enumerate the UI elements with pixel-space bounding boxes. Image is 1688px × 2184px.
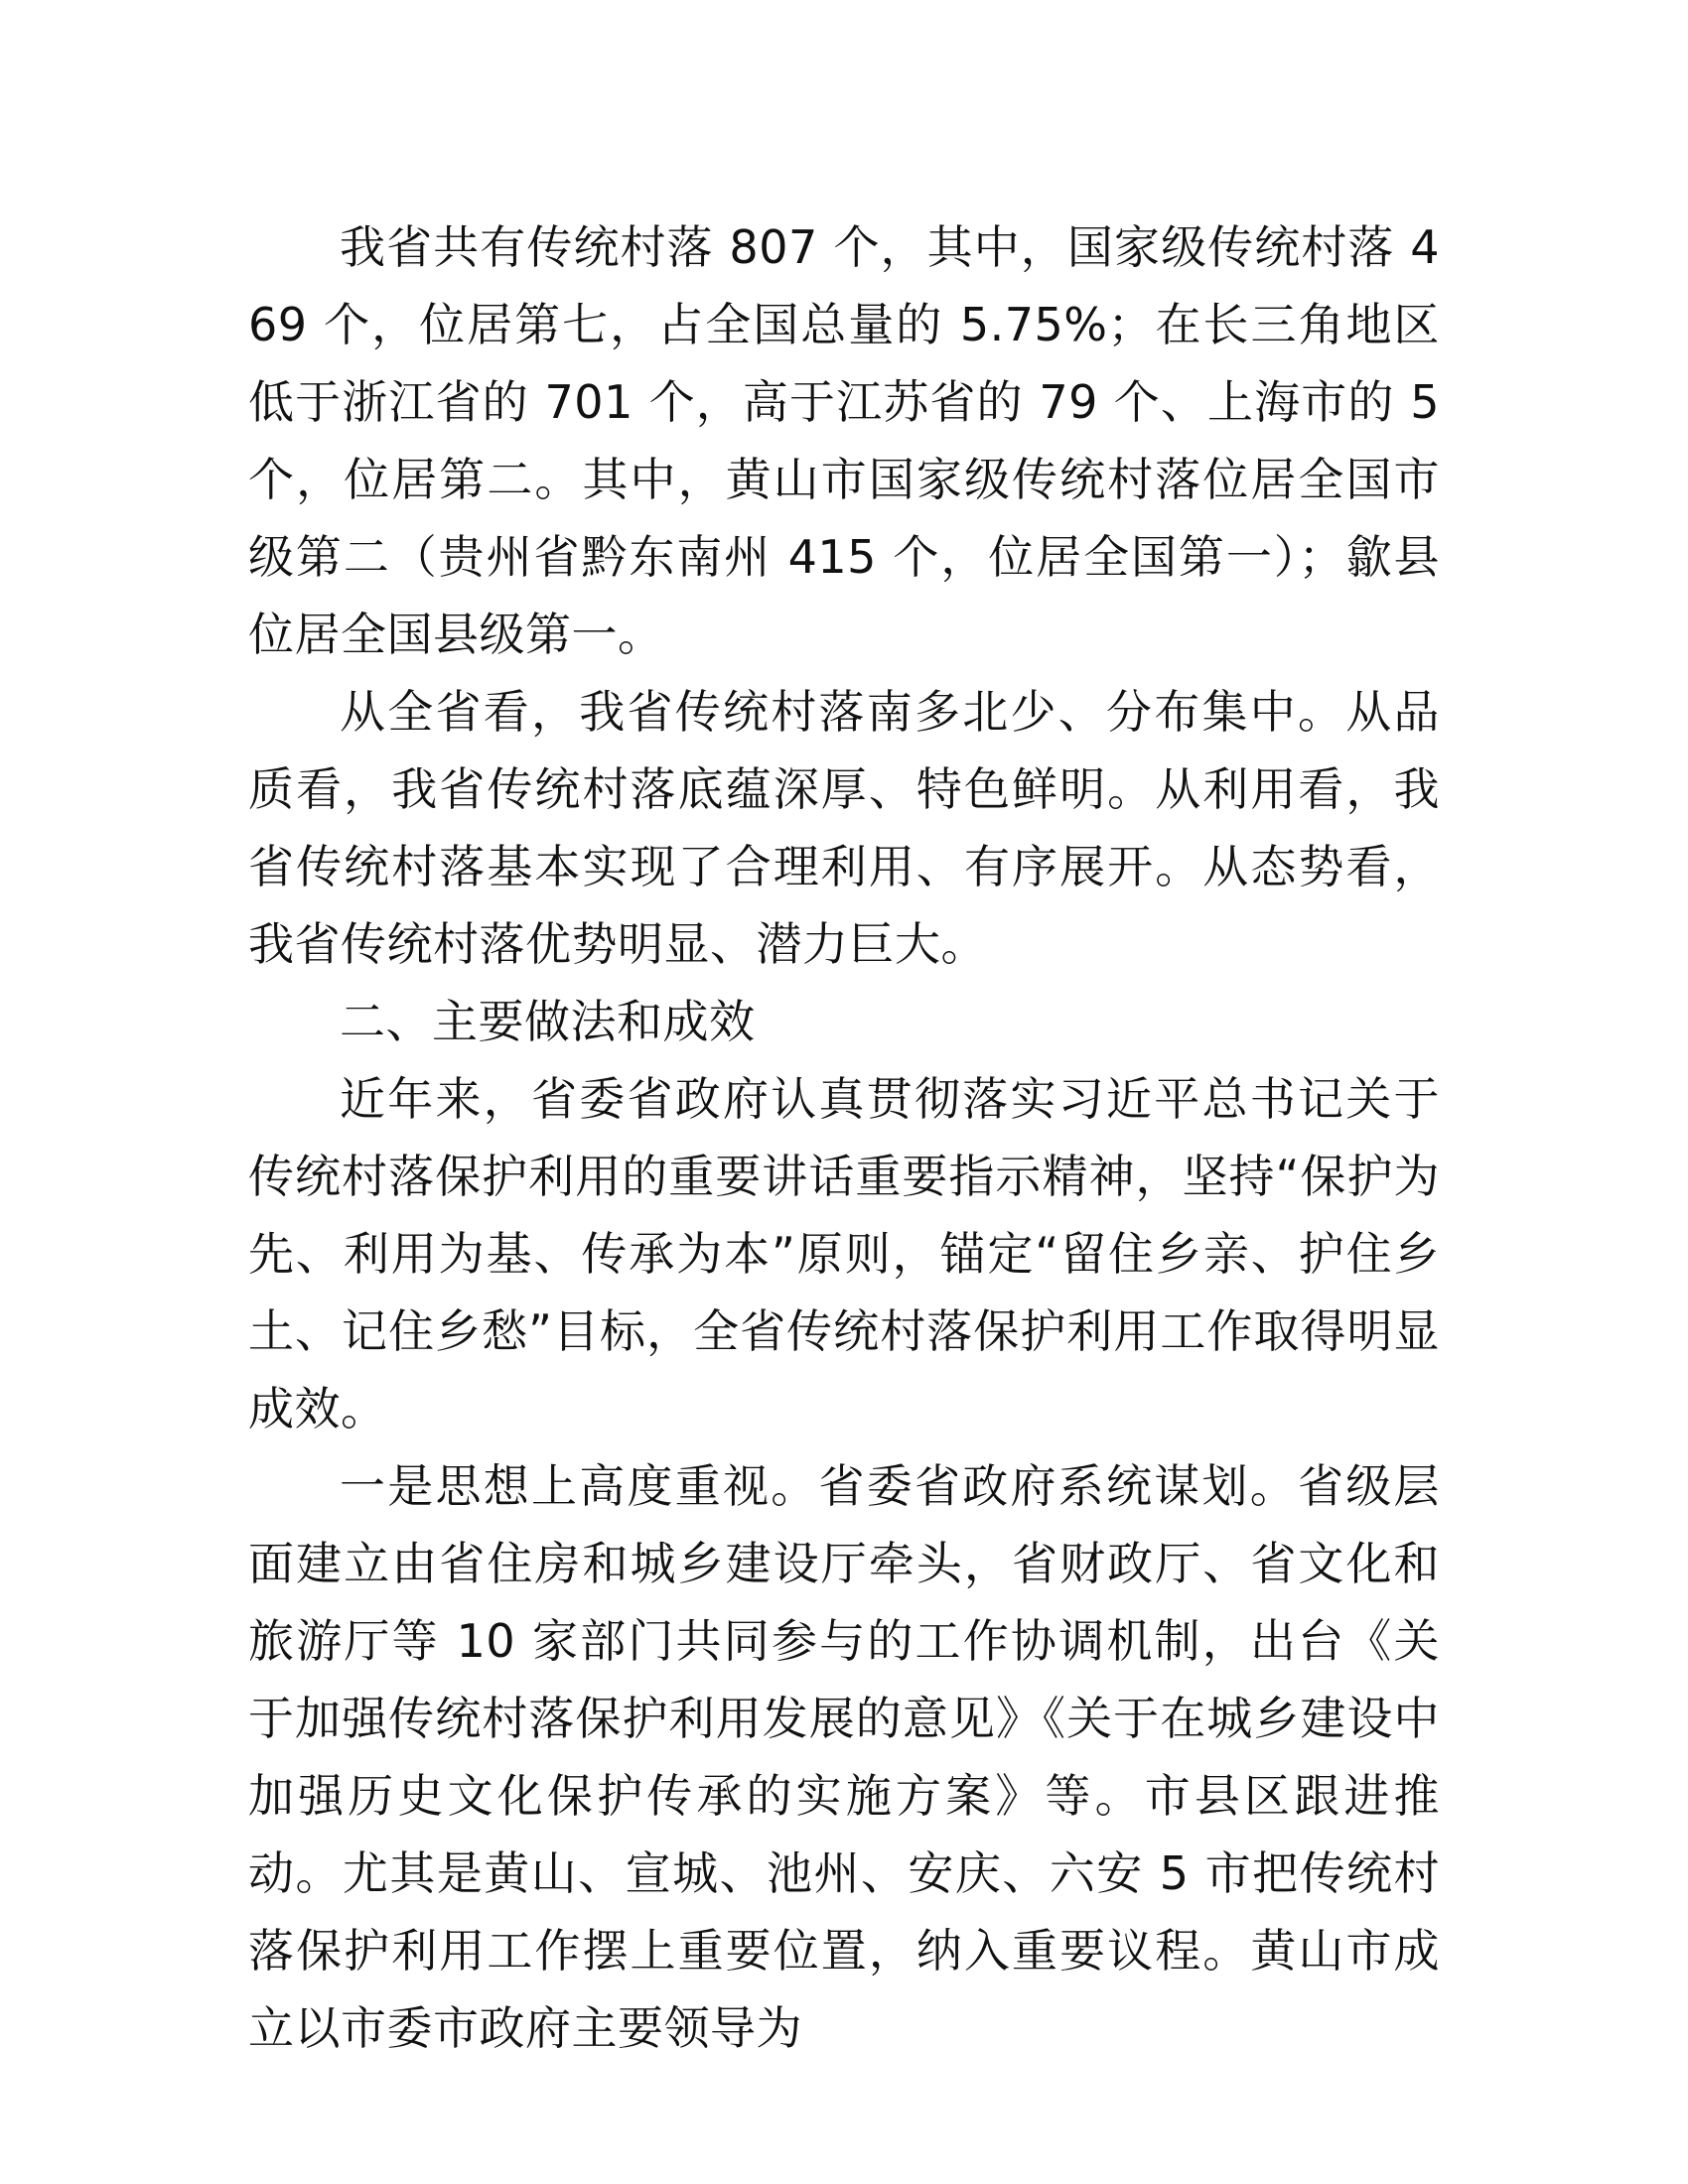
section-heading-main-practices: 二、主要做法和成效 [340, 995, 756, 1048]
paragraph-first-point: 一是思想上高度重视。省委省政府系统谋划。省级层面建立由省住房和城乡建设厅牵头，省财政厅、省文化和旅游厅等 10 家部门共同参与的工作协调机制，出台《关于加强传统村落保护利用发展的意见》《关于在城乡建设中加强历史文化保护传承的实施方案》等。市县区跟进推动。尤其是黄山、宣城、池州、安庆、六安 5 市把传统村落保护利用工作摆上重要位置，纳入重要议程。黄山市成立以市委市政府主要领导为 [248, 1459, 1440, 2055]
paragraph-village-statistics: 我省共有传统村落 807 个，其中，国家级传统村落 469 个，位居第七，占全国总量的 5.75%；在长三角地区低于浙江省的 701 个，高于江苏省的 79 个、上海市的 5 个，位居第二。其中，黄山市国家级传统村落位居全国市级第二（贵州省黔东南州 415 个，位居全国第一）；歙县位居全国县级第一。 [248, 220, 1440, 661]
document-body [248, 208, 1440, 2067]
paragraph-recent-years: 近年来，省委省政府认真贯彻落实习近平总书记关于传统村落保护利用的重要讲话重要指示精神，坚持“保护为先、利用为基、传承为本”原则，锚定“留住乡亲、护住乡土、记住乡愁”目标，全省传统村落保护利用工作取得明显成效。 [248, 1072, 1440, 1435]
paragraph-provincial-overview: 从全省看，我省传统村落南多北少、分布集中。从品质看，我省传统村落底蕴深厚、特色鲜明。从利用看，我省传统村落基本实现了合理利用、有序展开。从态势看，我省传统村落优势明显、潜力巨大。 [248, 685, 1440, 971]
